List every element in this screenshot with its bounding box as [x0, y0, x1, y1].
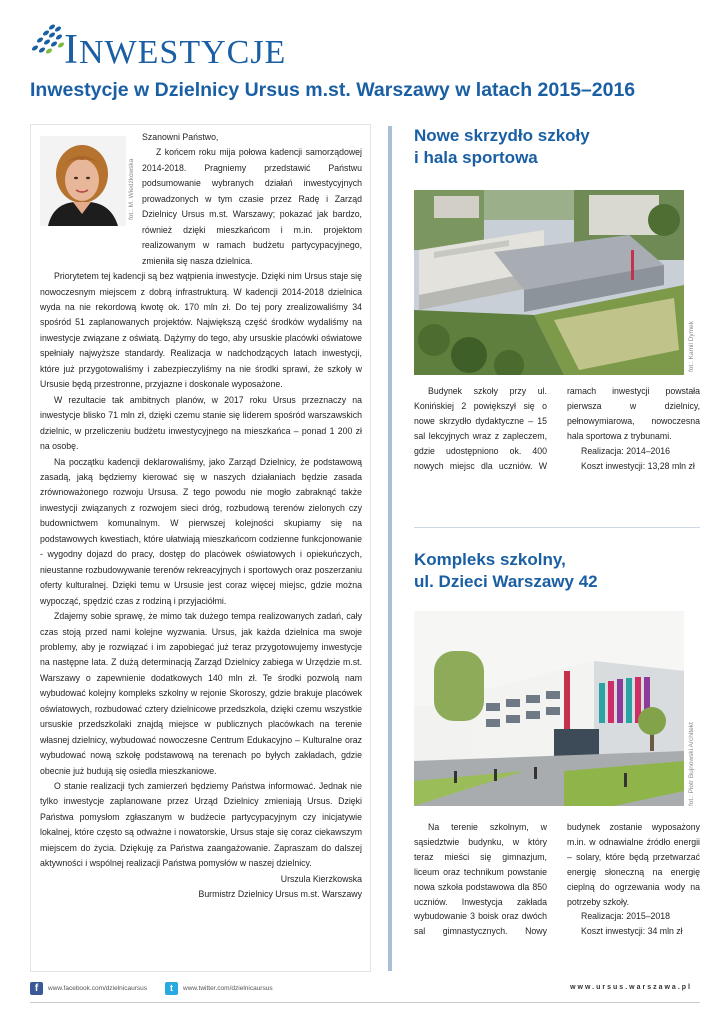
- logo-rest: NWESTYCJE: [79, 34, 287, 71]
- facebook-link[interactable]: www.facebook.com/dzielnicaursus: [48, 985, 147, 992]
- letter-paragraph: Na początku kadencji deklarowaliśmy, jako Zarząd Dzielnicy, że podstawową zasadą, jaką będziemy kierować się w naszych działaniach będzie zasada zrównoważonego rozwoju Ursusa. Z tego powodu nie mogło zabraknąć także inwestycji związanych z rozwojem sieci dróg, rozbudową terenów zielonych czy budownictwem komunalnym. W pierwszej kolejności skupiamy się na podstawowych kwestiach, które ułatwiają mieszkańcom codzienne funkcjonowanie - wygodny dojazd do pracy, dostęp do placówek oświatowych i opiekuńczych, nieustanne rozbudowywanie terenów rekreacyjnych i sportowych oraz poszerzaniu oferty kulturalnej. Dzięki temu w Ursusie jest coraz więcej miejsc, gdzie można wypocząć, spędzić czas z rodziną i przyjaciółmi.: [40, 456, 362, 606]
- letter-paragraph: W rezultacie tak ambitnych planów, w 2017 roku Ursus przeznaczy na inwestycje blisko 71 mln zł, dzięki czemu stanie się liderem spośród warszawskich dzielnic, w przeliczeniu budżetu inwestycyjnego na mieszkańca – ponad 1 200 zł na osobę.: [40, 394, 362, 452]
- school-render: [414, 611, 684, 806]
- section-text: [414, 384, 700, 473]
- section-title: [414, 549, 699, 593]
- photo-credit: fot.: M. Wiedźkowska: [128, 158, 135, 220]
- letter-paragraph: Priorytetem tej kadencji są bez wątpienia inwestycje. Dzięki nim Ursus staje się nowoczesnym miejscem z dobrą infrastrukturą. W kadencji 2014-2018 dzielnica wyda na nie rekordową kwotę ok. 170 mln zł. Do tej pory zrealizowaliśmy 34 spośród 51 zaplanowanych projektów. Największą część środków wydaliśmy na inwestycje związane z oświatą. Dążymy do tego, aby ursuskie placówki oświatowe spełniały najwyższe standardy. Realizacja w nadchodzących latach inwestycji, które już przygotowaliśmy i zabezpieczyliśmy na nie środki sprawi, że szkoły w Ursusie będą przestronne, przyjazne i doskonale wyposażone.: [40, 271, 362, 390]
- signature-title: Burmistrz Dzielnicy Ursus m.st. Warszawy: [198, 889, 362, 900]
- section-title-line: ul. Dzieci Warszawy 42: [414, 572, 598, 591]
- section-title: [414, 125, 699, 169]
- website-link[interactable]: www.ursus.warszawa.pl: [570, 984, 692, 991]
- twitter-icon[interactable]: t: [165, 982, 178, 995]
- section-separator: [414, 527, 700, 528]
- section-paragraph: Na terenie szkolnym, w sąsiedztwie budynku, w który teraz mieści się gimnazjum, liceum oraz technikum powstanie nowa szkoła podstawowa dla 850 uczniów. Inwestycja zakłada wybudowanie 3 boisk oraz dwóch sal gimnastycznych. Nowy budynek zostanie wyposażony m.in. w odnawialne źródło energii – solary, które będą przetwarzać energię słoneczną na energię cieplną do ogrzewania wody na potrzeby szkoły.: [414, 822, 700, 937]
- logo-text: [64, 26, 286, 74]
- aerial-school-image: [414, 190, 684, 375]
- section-title-line: Nowe skrzydło szkoły: [414, 126, 590, 145]
- photo-credit: fot.: Piotr Bujnowski Architekt: [688, 722, 695, 806]
- koszt: Koszt inwestycji: 34 mln zł: [581, 926, 683, 937]
- realizacja: Realizacja: 2015–2018: [581, 911, 671, 922]
- section-paragraph: Budynek szkoły przy ul. Konińskiej 2 powiększył się o nowe skrzydło dydaktyczne – 15 sal lekcyjnych wraz z zapleczem, gdzie udostępniono ok. 400 nowych miejsc dla uczniów. W ramach inwestycji powstała pierwsza w dzielnicy, pełnowymiarowa, nowoczesna hala sportowa z trybunami.: [414, 386, 700, 471]
- realizacja: Realizacja: 2014–2016: [581, 445, 671, 456]
- section-title-line: i hala sportowa: [414, 148, 538, 167]
- section-title-line: Kompleks szkolny,: [414, 550, 566, 569]
- signature-name: Urszula Kierzkowska: [280, 873, 362, 884]
- column-divider: [388, 126, 392, 971]
- letter-paragraph: O stanie realizacji tych zamierzeń będziemy Państwa informować. Jednak nie tylko inwestycje zaplanowane przez Urząd Dzielnicy zmieniają Ursus. Dzięki Państwa pomysłom zgłaszanym w budżecie partycypacyjnym czy inicjatywie lokalnej, które często są odważne i nowatorskie, Ursus staje się coraz ciekawszym miejscem do życia. Dziękuję za Państwa zaangażowanie. Zapraszam do dalszej aktywności i wspólnej realizacji Państwa pomysłów w naszej dzielnicy.: [40, 781, 362, 869]
- photo-spacer: [40, 130, 142, 257]
- twitter-link[interactable]: www.twitter.com/dzielnicaursus: [183, 985, 273, 992]
- school-photo: [414, 190, 684, 375]
- logo-initial: I: [64, 27, 79, 73]
- school-visualization-image: [414, 611, 684, 806]
- facebook-icon[interactable]: f: [30, 982, 43, 995]
- letter-paragraph: Zdajemy sobie sprawę, że mimo tak dużego tempa realizowanych zadań, cały czas stoją przed nami kolejne wyzwania. Ursus, jak każda dzielnica ma swoje problemy, aby je rozwiązać i im zapobiegać już teraz przygotowujemy inwestycje na następne lata. Z dużą determinacją Zarząd Dzielnicy zabiega w Urzędzie m.st. Warszawy o zapewnienie dodatkowych 140 mln zł. Te środki pozwolą nam wybudować kolejny kompleks szkolny w rejonie Skoroszy, gdzie brakuje placówek oświatowych, rozbudować cztery dzielnicowe przedszkola, dzięki czemu wszystkie ursuskie przedszkolaki znajdą miejsce w publicznych placówkach na terenie własnej dzielnicy, wybudować nowoczesne Centrum Edukacyjno – Kulturalne oraz wybudować nową szkołę podstawową na terenach po byłych zakładach, gdzie obecnie już budują się osiedla mieszkaniowe.: [40, 611, 362, 776]
- footer: [30, 981, 700, 997]
- footer-divider: [30, 1002, 700, 1003]
- koszt: Koszt inwestycji: 13,28 mln zł: [581, 460, 695, 471]
- page-title: Inwestycje w Dzielnicy Ursus m.st. Warszawy w latach 2015–2016: [30, 79, 636, 101]
- dots-logo-icon: [30, 22, 66, 56]
- section-text: [414, 820, 700, 939]
- letter-paragraph: Z końcem roku mija połowa kadencji samorządowej 2014-2018. Pragniemy przedstawić Państwu podsumowanie wybranych działań inwestycyjnych prowadzonych w tym czasie przez Radę i Zarząd Dzielnicy Ursus m.st. Warszawy; pokazać jak bardzo, również dzięki mieszkańcom i m.in. projektom realizowanym w ramach budżetu partycypacyjnego, zmieniła się nasza dzielnica.: [142, 147, 362, 266]
- greeting: Szanowni Państwo,: [142, 132, 219, 142]
- photo-credit: fot.: Kamil Dymek: [688, 321, 695, 372]
- letter-text: [40, 130, 362, 903]
